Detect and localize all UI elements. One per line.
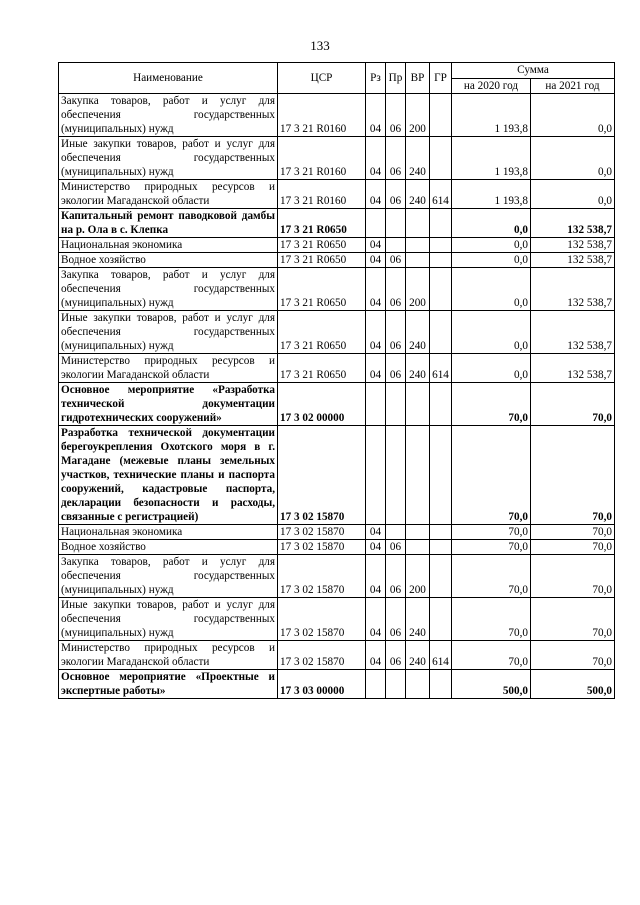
row-sum-2020: 70,0 [452,598,531,641]
table-row [59,253,615,268]
row-rz: 04 [366,540,386,555]
row-rz [366,670,386,699]
row-gr: 614 [430,354,452,383]
row-sum-2021: 132 538,7 [531,354,615,383]
row-sum-2020: 70,0 [452,641,531,670]
header-rz: Рз [366,63,386,94]
table-row [59,540,615,555]
table-row [59,94,615,137]
row-csr: 17 3 21 R0650 [278,311,366,354]
row-rz [366,383,386,426]
table-row [59,670,615,699]
row-rz: 04 [366,354,386,383]
row-sum-2020: 0,0 [452,354,531,383]
row-gr [430,253,452,268]
row-gr: 614 [430,180,452,209]
row-pr: 06 [386,180,406,209]
row-name: Капитальный ремонт паводковой дамбы на р. Ола в с. Клепка [59,209,278,238]
row-pr: 06 [386,598,406,641]
row-csr: 17 3 21 R0650 [278,253,366,268]
table-row [59,354,615,383]
row-pr [386,670,406,699]
row-name: Основное мероприятие «Проектные и экспертные работы» [59,670,278,699]
row-sum-2021: 132 538,7 [531,311,615,354]
row-sum-2020: 1 193,8 [452,137,531,180]
header-2020: на 2020 год [452,78,531,94]
row-gr [430,598,452,641]
row-sum-2021: 70,0 [531,525,615,540]
row-sum-2021: 0,0 [531,137,615,180]
row-pr: 06 [386,555,406,598]
row-pr [386,426,406,525]
row-sum-2020: 70,0 [452,383,531,426]
header-pr: Пр [386,63,406,94]
table-row [59,238,615,253]
row-csr: 17 3 21 R0160 [278,180,366,209]
row-sum-2021: 70,0 [531,555,615,598]
row-gr [430,555,452,598]
row-sum-2020: 70,0 [452,426,531,525]
row-rz: 04 [366,268,386,311]
row-name: Водное хозяйство [59,540,278,555]
row-name: Министерство природных ресурсов и экологии Магаданской области [59,641,278,670]
row-gr [430,525,452,540]
row-name: Закупка товаров, работ и услуг для обеспечения государственных (муниципальных) нужд [59,94,278,137]
header-csr: ЦСР [278,63,366,94]
row-name: Иные закупки товаров, работ и услуг для обеспечения государственных (муниципальных) нужд [59,598,278,641]
table-row [59,525,615,540]
row-sum-2020: 0,0 [452,209,531,238]
row-sum-2021: 132 538,7 [531,268,615,311]
row-rz [366,426,386,525]
table-body [59,94,615,699]
row-vr [406,540,430,555]
row-rz: 04 [366,641,386,670]
row-name: Разработка технической документации берегоукрепления Охотского моря в г. Магадане (межевые планы земельных участков, технические планы и паспорта сооружений, кадастровые паспорта, декларации безопасности и расходы, связанные с регистрацией) [59,426,278,525]
row-name: Министерство природных ресурсов и экологии Магаданской области [59,180,278,209]
row-sum-2021: 70,0 [531,598,615,641]
row-sum-2020: 70,0 [452,525,531,540]
row-sum-2020: 1 193,8 [452,94,531,137]
row-sum-2021: 70,0 [531,383,615,426]
row-gr [430,238,452,253]
row-vr [406,426,430,525]
row-gr: 614 [430,641,452,670]
row-vr [406,383,430,426]
row-rz: 04 [366,253,386,268]
budget-table [58,62,615,699]
row-vr: 200 [406,555,430,598]
row-gr [430,137,452,180]
row-rz: 04 [366,311,386,354]
header-gr: ГР [430,63,452,94]
row-gr [430,94,452,137]
table-row [59,209,615,238]
row-rz: 04 [366,598,386,641]
row-pr: 06 [386,354,406,383]
row-rz [366,209,386,238]
row-name: Иные закупки товаров, работ и услуг для обеспечения государственных (муниципальных) нужд [59,311,278,354]
row-csr: 17 3 02 15870 [278,555,366,598]
row-pr: 06 [386,268,406,311]
row-csr: 17 3 21 R0650 [278,209,366,238]
row-vr [406,238,430,253]
table-row [59,641,615,670]
row-name: Иные закупки товаров, работ и услуг для обеспечения государственных (муниципальных) нужд [59,137,278,180]
row-vr: 200 [406,268,430,311]
row-pr [386,238,406,253]
row-gr [430,209,452,238]
row-csr: 17 3 03 00000 [278,670,366,699]
table-row [59,268,615,311]
row-sum-2020: 70,0 [452,540,531,555]
row-csr: 17 3 21 R0160 [278,94,366,137]
row-sum-2020: 1 193,8 [452,180,531,209]
row-csr: 17 3 21 R0650 [278,268,366,311]
row-gr [430,383,452,426]
row-sum-2020: 70,0 [452,555,531,598]
table-row [59,311,615,354]
row-pr: 06 [386,253,406,268]
row-vr: 240 [406,137,430,180]
row-vr [406,670,430,699]
row-sum-2021: 0,0 [531,94,615,137]
row-sum-2020: 0,0 [452,253,531,268]
header-2021: на 2021 год [531,78,615,94]
row-sum-2021: 0,0 [531,180,615,209]
row-csr: 17 3 02 15870 [278,598,366,641]
row-pr [386,383,406,426]
row-vr [406,525,430,540]
row-pr [386,525,406,540]
header-name: Наименование [59,63,278,94]
row-csr: 17 3 02 15870 [278,641,366,670]
row-name: Национальная экономика [59,238,278,253]
row-gr [430,311,452,354]
row-pr: 06 [386,137,406,180]
row-rz: 04 [366,180,386,209]
row-sum-2021: 132 538,7 [531,209,615,238]
row-sum-2020: 0,0 [452,238,531,253]
row-pr [386,209,406,238]
row-sum-2021: 132 538,7 [531,253,615,268]
row-rz: 04 [366,555,386,598]
table-row [59,180,615,209]
row-name: Основное мероприятие «Разработка технической документации гидротехнических сооружений» [59,383,278,426]
row-rz: 04 [366,525,386,540]
row-rz: 04 [366,238,386,253]
row-gr [430,670,452,699]
row-csr: 17 3 02 15870 [278,426,366,525]
row-vr: 200 [406,94,430,137]
row-sum-2021: 500,0 [531,670,615,699]
table-row [59,383,615,426]
row-name: Национальная экономика [59,525,278,540]
row-sum-2021: 70,0 [531,641,615,670]
row-gr [430,426,452,525]
row-csr: 17 3 02 15870 [278,540,366,555]
row-gr [430,268,452,311]
row-name: Закупка товаров, работ и услуг для обеспечения государственных (муниципальных) нужд [59,268,278,311]
header-vr: ВР [406,63,430,94]
row-vr: 240 [406,354,430,383]
row-pr: 06 [386,641,406,670]
row-vr: 240 [406,641,430,670]
table-row [59,137,615,180]
row-csr: 17 3 21 R0650 [278,354,366,383]
table-row [59,426,615,525]
row-name: Министерство природных ресурсов и экологии Магаданской области [59,354,278,383]
table-row [59,598,615,641]
row-csr: 17 3 02 15870 [278,525,366,540]
row-gr [430,540,452,555]
row-pr: 06 [386,94,406,137]
row-sum-2021: 70,0 [531,426,615,525]
row-vr: 240 [406,598,430,641]
row-name: Закупка товаров, работ и услуг для обеспечения государственных (муниципальных) нужд [59,555,278,598]
row-sum-2020: 0,0 [452,268,531,311]
row-vr: 240 [406,180,430,209]
row-sum-2021: 132 538,7 [531,238,615,253]
row-csr: 17 3 02 00000 [278,383,366,426]
row-sum-2021: 70,0 [531,540,615,555]
row-vr [406,253,430,268]
row-pr: 06 [386,311,406,354]
row-csr: 17 3 21 R0650 [278,238,366,253]
row-pr: 06 [386,540,406,555]
row-name: Водное хозяйство [59,253,278,268]
row-vr [406,209,430,238]
row-rz: 04 [366,94,386,137]
row-sum-2020: 0,0 [452,311,531,354]
row-csr: 17 3 21 R0160 [278,137,366,180]
row-rz: 04 [366,137,386,180]
header-sum: Сумма [452,63,615,79]
page-number: 133 [310,38,330,53]
row-vr: 240 [406,311,430,354]
table-row [59,555,615,598]
row-sum-2020: 500,0 [452,670,531,699]
